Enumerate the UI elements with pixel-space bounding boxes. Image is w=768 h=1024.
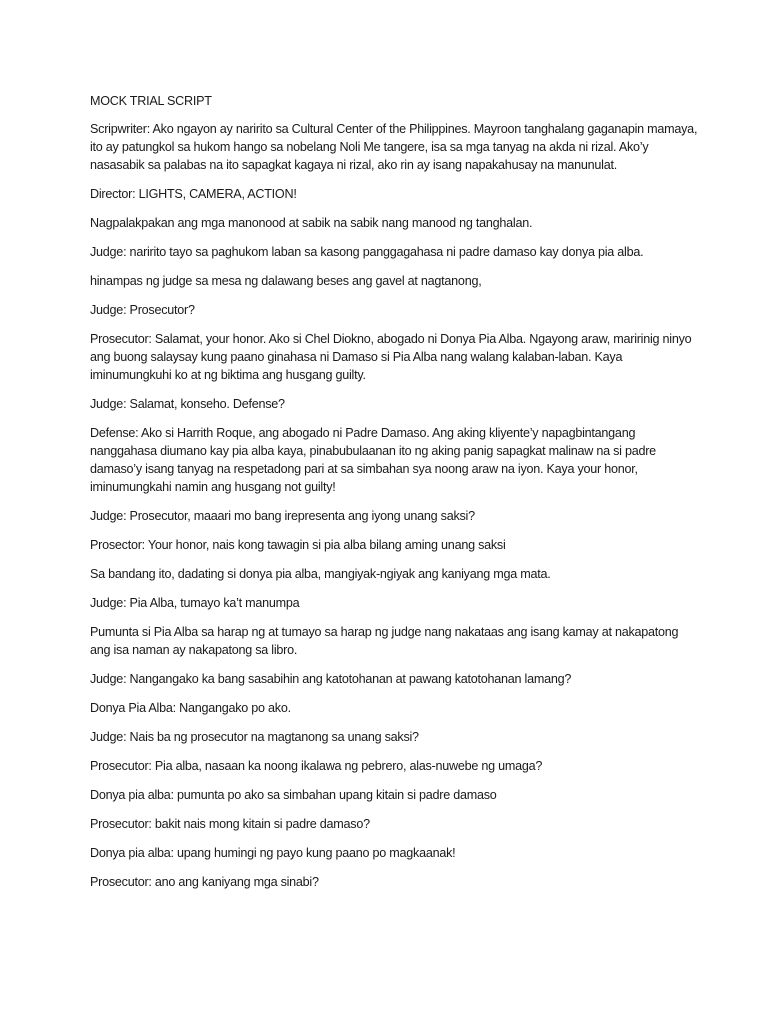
paragraph-judge-opening: Judge: naririto tayo sa paghukom laban sa kasong panggagahasa ni padre damaso kay donya pia alba.	[90, 245, 644, 259]
paragraph-judge-asks-prosecutor: Judge: Nais ba ng prosecutor na magtanong sa unang saksi?	[90, 730, 419, 744]
paragraph-scriptwriter-intro: Scripwriter: Ako ngayon ay naririto sa Cultural Center of the Philippines. Mayroon tanghalang gaganapin mamaya, ito ay patungkol sa hukom hango sa nobelang Noli Me tangere, isa sa mga tanyag na akda ni rizal. Ako’y nasasabik sa palabas na ito sapagkat kagaya ni rizal, ako rin ay isang napakahusay na manunulat.	[90, 122, 698, 172]
paragraph-prosecutor-calls-witness: Prosector: Your honor, nais kong tawagin si pia alba bilang aming unang saksi	[90, 538, 506, 552]
paragraph-prosecutor-question-3: Prosecutor: ano ang kaniyang mga sinabi?	[90, 875, 319, 889]
document-title: MOCK TRIAL SCRIPT	[90, 94, 212, 108]
paragraph-judge-promise: Judge: Nangangako ka bang sasabihin ang katotohanan at pawang katotohanan lamang?	[90, 672, 572, 686]
paragraph-pia-alba-answer-1: Donya pia alba: pumunta po ako sa simbahan upang kitain si padre damaso	[90, 788, 497, 802]
paragraph-director: Director: LIGHTS, CAMERA, ACTION!	[90, 187, 297, 201]
paragraph-pia-alba-stands: Pumunta si Pia Alba sa harap ng at tumayo sa harap ng judge nang nakataas ang isang kamay at nakapatong ang isa naman ay nakapatong sa libro.	[90, 625, 679, 657]
paragraph-prosecutor-opening: Prosecutor: Salamat, your honor. Ako si Chel Diokno, abogado ni Donya Pia Alba. Ngayong araw, maririnig ninyo ang buong salaysay kung paano ginahasa ni Damaso si Pia Alba nang walang kalaban-laban. Kaya iminumungkuhi ko at ng biktima ang husgang guilty.	[90, 332, 692, 382]
paragraph-pia-alba-promise: Donya Pia Alba: Nangangako po ako.	[90, 701, 291, 715]
paragraph-judge-first-witness: Judge: Prosecutor, maaari mo bang irepresenta ang iyong unang saksi?	[90, 509, 475, 523]
paragraph-judge-oath: Judge: Pia Alba, tumayo ka’t manumpa	[90, 596, 300, 610]
paragraph-judge-prosecutor: Judge: Prosecutor?	[90, 303, 195, 317]
paragraph-prosecutor-question-2: Prosecutor: bakit nais mong kitain si padre damaso?	[90, 817, 370, 831]
paragraph-gavel: hinampas ng judge sa mesa ng dalawang beses ang gavel at nagtanong,	[90, 274, 482, 288]
paragraph-judge-defense: Judge: Salamat, konseho. Defense?	[90, 397, 285, 411]
paragraph-audience-applause: Nagpalakpakan ang mga manonood at sabik na sabik nang manood ng tanghalan.	[90, 216, 533, 230]
document-page	[90, 92, 700, 902]
paragraph-defense-opening: Defense: Ako si Harrith Roque, ang abogado ni Padre Damaso. Ang aking kliyente’y napagbintangang nanggahasa diumano kay pia alba kaya, pinabubulaanan ito ng aking panig sapagkat malinaw na si padre damaso’y isang tanyag na respetadong pari at sa simbahan sya noong araw na iyon. Kaya your honor, iminumungkahi namin ang husgang not guilty!	[90, 426, 656, 494]
paragraph-pia-alba-answer-2: Donya pia alba: upang humingi ng payo kung paano po magkaanak!	[90, 846, 456, 860]
paragraph-prosecutor-question-1: Prosecutor: Pia alba, nasaan ka noong ikalawa ng pebrero, alas-nuwebe ng umaga?	[90, 759, 543, 773]
paragraph-pia-alba-arrives: Sa bandang ito, dadating si donya pia alba, mangiyak-ngiyak ang kaniyang mga mata.	[90, 567, 551, 581]
